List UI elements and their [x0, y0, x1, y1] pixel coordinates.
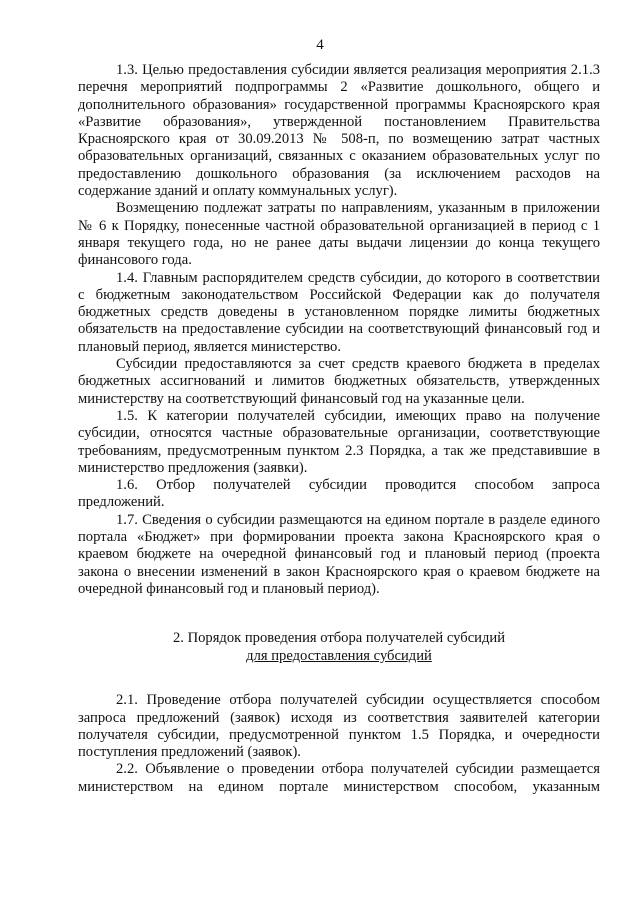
- document-body: [78, 62, 600, 796]
- paragraph-1-7: 1.7. Сведения о субсидии размещаются на едином портале в разделе единого портала «Бюджет» при формировании проекта закона Красноярского края о краевом бюджете на очередной финансовый год и плановый период (проекта закона о внесении изменений в закон Красноярского края о краевом бюджете на очередной финансовый год и плановый период).: [78, 511, 600, 597]
- section-title-line-2: для предоставления субсидий: [246, 648, 432, 665]
- paragraph-1-6: 1.6. Отбор получателей субсидии проводится способом запроса предложений.: [78, 477, 600, 511]
- page-number: 4: [316, 37, 324, 53]
- paragraph-2-1: 2.1. Проведение отбора получателей субсидии осуществляется способом запроса предложений (заявок) исходя из соответствия заявителей категории получателя субсидии, предусмотренной пунктом 1.5 Порядка, и очередности поступления предложений (заявок).: [78, 692, 600, 761]
- paragraph-1-4: 1.4. Главным распорядителем средств субсидии, до которого в соответствии с бюджетным законодательством Российской Федерации как до получателя бюджетных средств доведены в установленном порядке лимиты бюджетных обязательств на предоставление субсидии на соответствующий финансовый год и плановый период, является министерство.: [78, 269, 600, 355]
- section-2-title: [78, 629, 600, 665]
- paragraph-1-3: 1.3. Целью предоставления субсидии является реализация мероприятия 2.1.3 перечня мероприятий подпрограммы 2 «Развитие дошкольного, общего и дополнительного образования» государственной программы Красноярского края «Развитие образования», утвержденной постановлением Правительства Красноярского края от 30.09.2013 № 508-п, по возмещению затрат частных образовательных организаций, связанных с оказанием образовательных услуг по предоставлению дошкольного образования (за исключением расходов на содержание зданий и оплату коммунальных услуг).: [78, 62, 600, 200]
- paragraph-2-2: [78, 761, 600, 796]
- paragraph-2-2-text: 2.2. Объявление о проведении отбора получателей субсидии размещается министерством на едином портале министерством способом, указанным: [78, 761, 600, 795]
- paragraph-reimbursement: Возмещению подлежат затраты по направлениям, указанным в приложении № 6 к Порядку, понесенные частной образовательной организацией в период с 1 января текущего года, но не ранее даты выдачи лицензии до конца текущего финансового года.: [78, 200, 600, 269]
- section-title-line-1: 2. Порядок проведения отбора получателей субсидий: [172, 630, 506, 647]
- paragraph-1-5: 1.5. К категории получателей субсидии, имеющих право на получение субсидии, относятся частные образовательные организации, соответствующие требованиям, предусмотренным пунктом 2.3 Порядка, а так же представившие в министерство предложения (заявки).: [78, 407, 600, 476]
- paragraph-funding-source: Субсидии предоставляются за счет средств краевого бюджета в пределах бюджетных ассигнований и лимитов бюджетных обязательств, утвержденных министерству на соответствующий финансовый год на указанные цели.: [78, 356, 600, 407]
